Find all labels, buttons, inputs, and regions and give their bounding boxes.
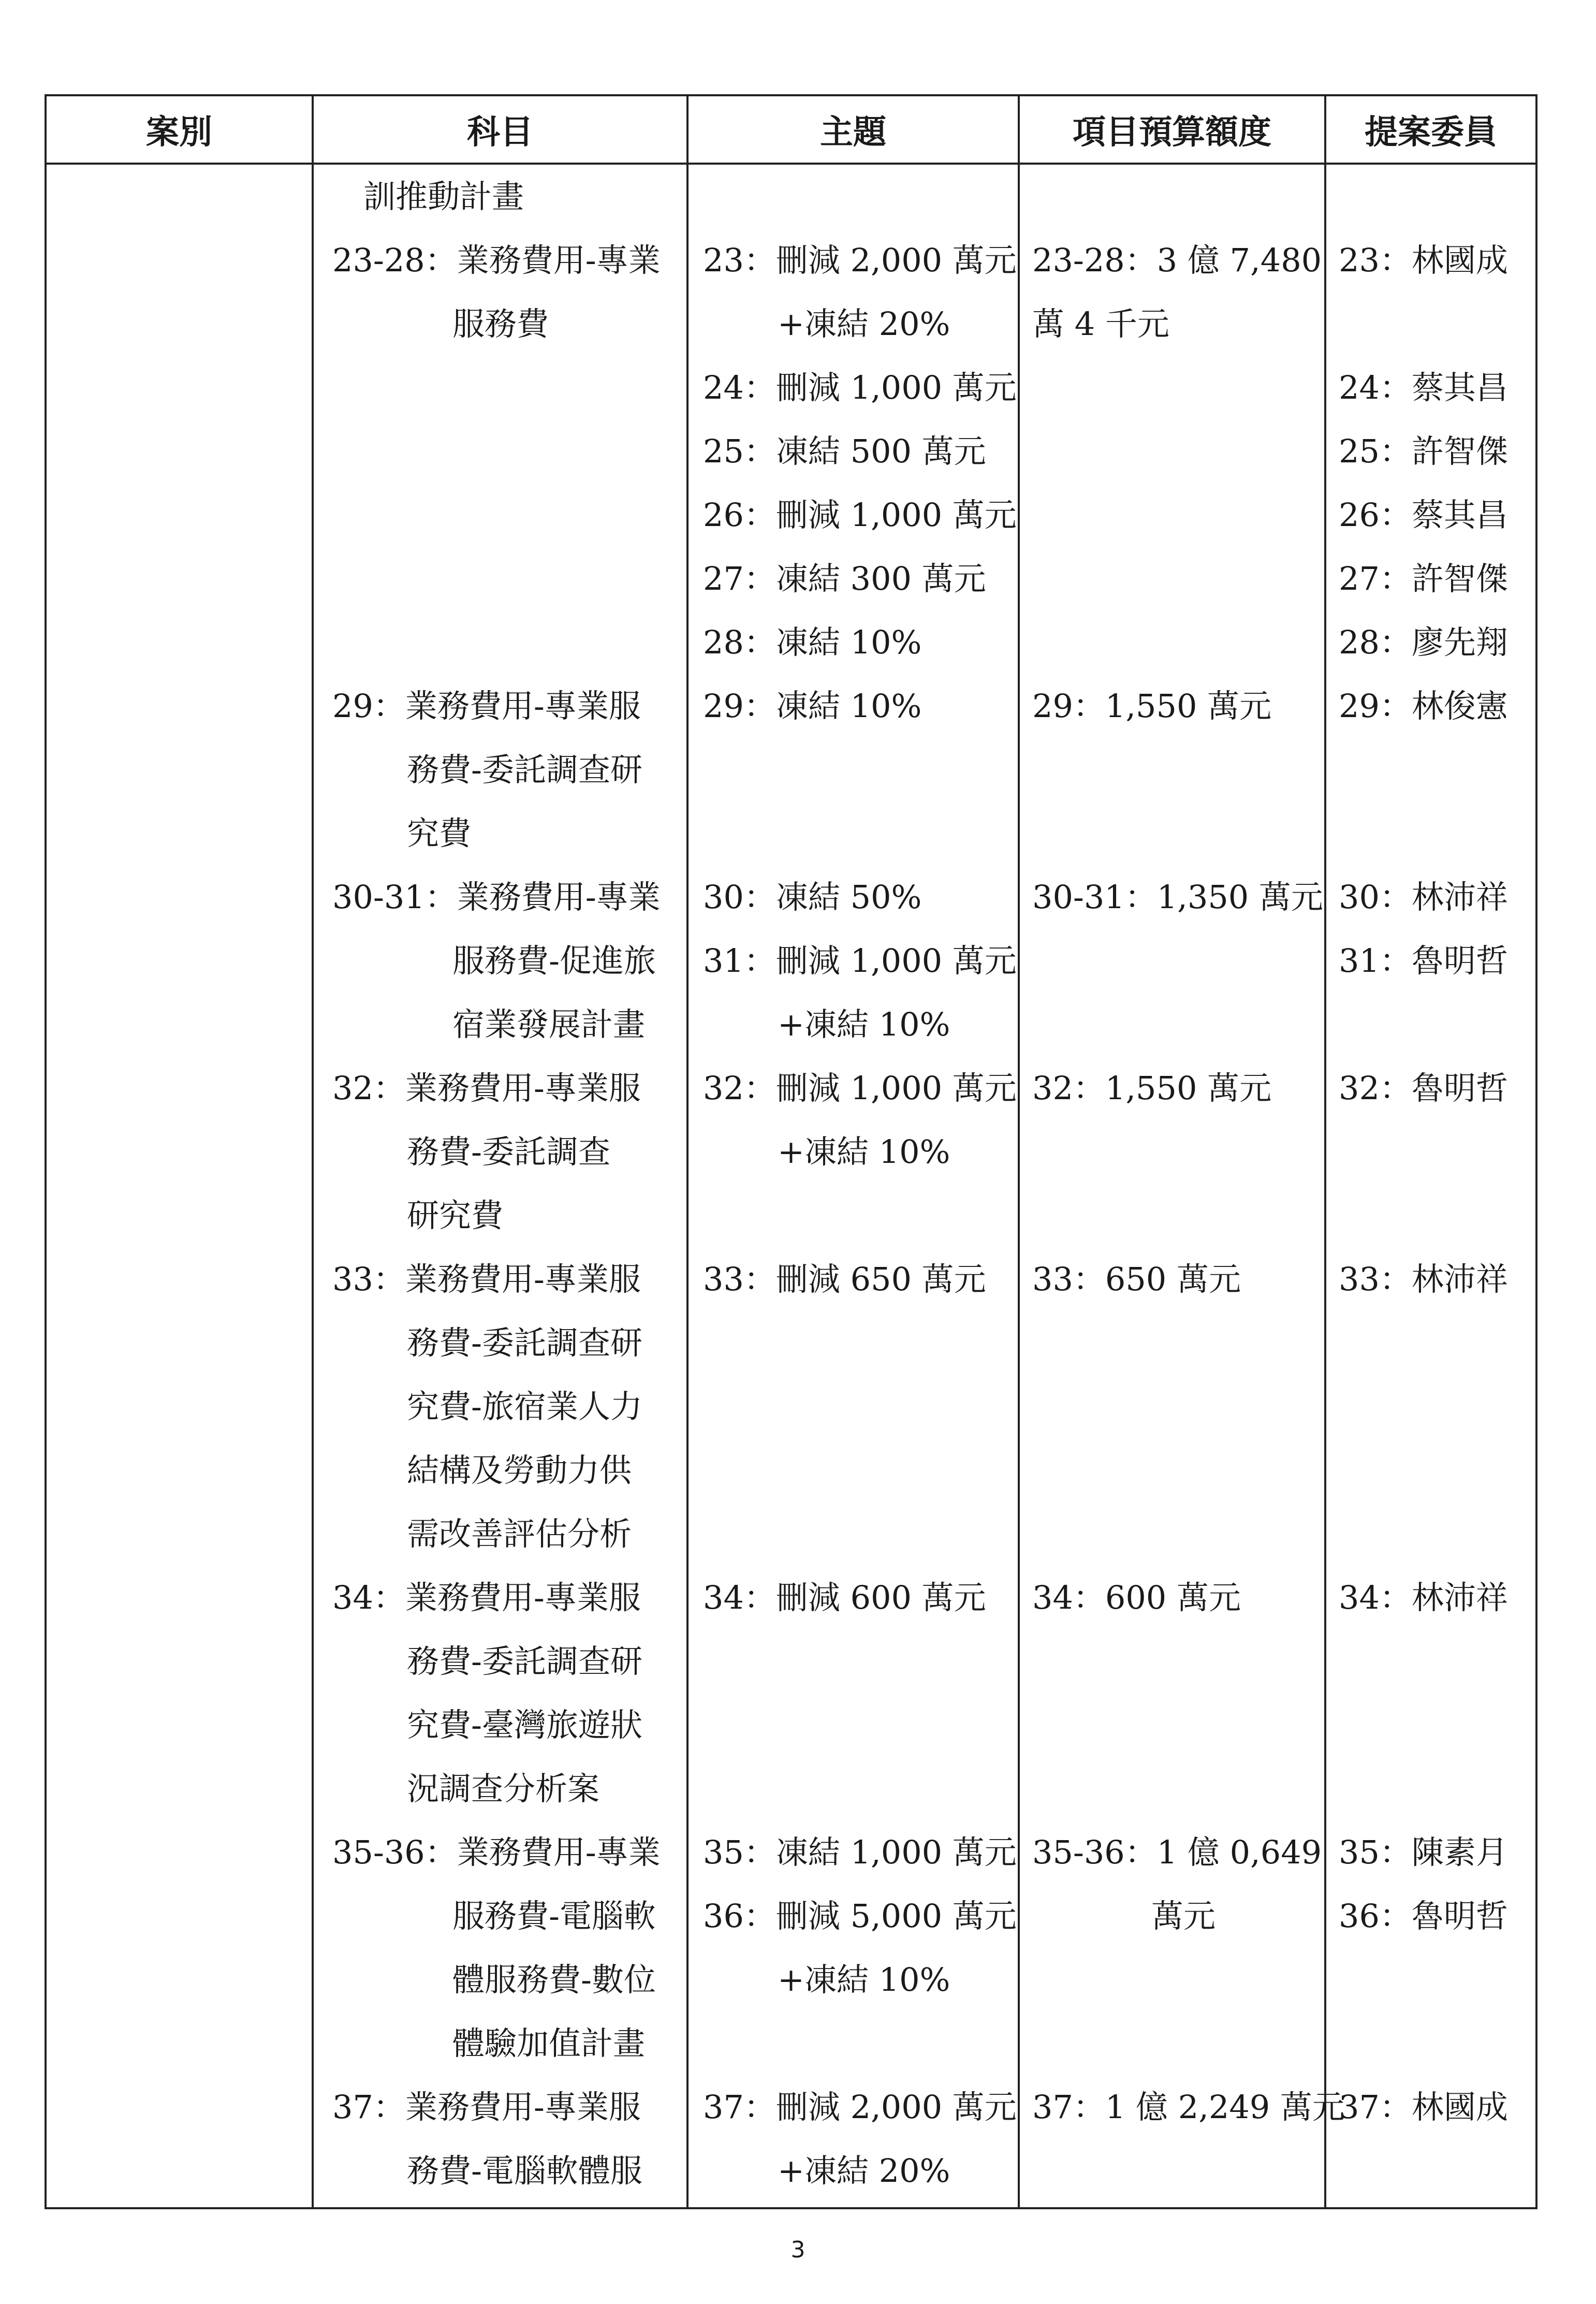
- topic-line: 30：凍結 50%: [703, 878, 922, 916]
- subject-line: 務費-委託調查研: [407, 1324, 642, 1362]
- topic-line: +凍結 10%: [778, 1133, 950, 1171]
- topic-line: [703, 2011, 1018, 2075]
- header-row: [46, 95, 1536, 164]
- proposer-line: 27：許智傑: [1339, 560, 1508, 597]
- budget-line: [1032, 1120, 1324, 1184]
- budget-line: 30-31：1,350 萬元: [1032, 878, 1323, 916]
- budget-line: [1032, 801, 1324, 865]
- subject-cell: [313, 164, 687, 2208]
- subject-line: 32：業務費用-專業服: [332, 1069, 641, 1107]
- budget-line: [1032, 2139, 1324, 2203]
- proposer-line: 34：林沛祥: [1339, 1579, 1508, 1616]
- header-subject: 科目: [313, 95, 687, 164]
- subject-line: 究費-旅宿業人力: [407, 1388, 642, 1425]
- header-topic: 主題: [687, 95, 1019, 164]
- budget-line: [1032, 1184, 1324, 1247]
- subject-column: [314, 165, 686, 2203]
- budget-line: [1032, 1375, 1324, 1438]
- subject-line: 服務費: [452, 305, 549, 343]
- topic-line: 37：刪減 2,000 萬元: [703, 2088, 1017, 2126]
- topic-line: 32：刪減 1,000 萬元: [703, 1069, 1017, 1107]
- budget-line: [1032, 993, 1324, 1056]
- topic-line: +凍結 10%: [778, 1005, 950, 1043]
- topic-line: +凍結 10%: [778, 1961, 950, 1999]
- subject-line: 研究費: [407, 1197, 504, 1234]
- proposer-line: [1339, 1502, 1535, 1566]
- proposer-line: 30：林沛祥: [1339, 878, 1508, 916]
- proposer-line: 32：魯明哲: [1339, 1069, 1508, 1107]
- proposer-line: [1339, 1629, 1535, 1693]
- budget-line: [1032, 1311, 1324, 1375]
- subject-line: [332, 547, 686, 610]
- proposer-line: [1339, 1757, 1535, 1820]
- topic-line: 29：凍結 10%: [703, 687, 922, 725]
- proposer-line: [1339, 1184, 1535, 1247]
- topic-line: 27：凍結 300 萬元: [703, 560, 986, 597]
- budget-line: 34：600 萬元: [1032, 1579, 1241, 1616]
- subject-line: 服務費-促進旅: [452, 942, 656, 980]
- topic-line: [703, 165, 1018, 228]
- proposer-line: [1339, 1948, 1535, 2011]
- topic-line: 36：刪減 5,000 萬元: [703, 1897, 1017, 1935]
- budget-line: [1032, 2011, 1324, 2075]
- topic-line: [703, 1502, 1018, 1566]
- subject-line: 體服務費-數位: [452, 1961, 656, 1999]
- proposer-line: [1339, 2011, 1535, 2075]
- subject-line: [332, 356, 686, 419]
- subject-line: 30-31：業務費用-專業: [332, 878, 661, 916]
- proposer-line: 26：蔡其昌: [1339, 496, 1508, 534]
- subject-line: 33：業務費用-專業服: [332, 1260, 641, 1298]
- budget-line: [1032, 610, 1324, 674]
- proposer-line: 37：林國成: [1339, 2088, 1508, 2126]
- proposer-line: [1339, 1120, 1535, 1184]
- topic-line: [703, 1438, 1018, 1502]
- topic-line: [703, 1184, 1018, 1247]
- page-number: 3: [790, 2237, 806, 2263]
- subject-line: 服務費-電腦軟: [452, 1897, 656, 1935]
- header-case: 案別: [46, 95, 313, 164]
- budget-line: 萬元: [1151, 1897, 1216, 1935]
- topic-cell: [687, 164, 1019, 2208]
- header-proposer: 提案委員: [1325, 95, 1536, 164]
- subject-line: 37：業務費用-專業服: [332, 2088, 641, 2126]
- proposer-line: 31：魯明哲: [1339, 942, 1508, 980]
- subject-line: [332, 610, 686, 674]
- proposer-line: [1339, 292, 1535, 356]
- subject-line: 究費: [407, 814, 472, 852]
- subject-line: 務費-委託調查研: [407, 1642, 642, 1680]
- proposer-line: 28：廖先翔: [1339, 623, 1508, 661]
- proposer-cell: [1325, 164, 1536, 2208]
- topic-line: 33：刪減 650 萬元: [703, 1260, 986, 1298]
- budget-cell: [1019, 164, 1344, 2208]
- subject-line: 訓推動計畫: [363, 178, 524, 215]
- subject-line: 35-36：業務費用-專業: [332, 1833, 661, 1871]
- topic-line: [703, 1375, 1018, 1438]
- budget-line: 29：1,550 萬元: [1032, 687, 1272, 725]
- proposer-line: 25：許智傑: [1339, 432, 1508, 470]
- topic-line: 35：凍結 1,000 萬元: [703, 1833, 1017, 1871]
- proposer-line: 33：林沛祥: [1339, 1260, 1508, 1298]
- subject-line: 體驗加值計畫: [452, 2024, 646, 2062]
- proposer-line: 29：林俊憲: [1339, 687, 1508, 725]
- proposer-line: 23：林國成: [1339, 241, 1508, 279]
- topic-line: [703, 801, 1018, 865]
- budget-line: [1032, 483, 1324, 547]
- topic-line: 31：刪減 1,000 萬元: [703, 942, 1017, 980]
- proposer-line: [1339, 993, 1535, 1056]
- subject-line: 況調查分析案: [407, 1770, 600, 1807]
- topic-line: [703, 1629, 1018, 1693]
- proposer-column: [1326, 165, 1535, 2203]
- topic-line: 23：刪減 2,000 萬元: [703, 241, 1017, 279]
- topic-line: +凍結 20%: [778, 2152, 950, 2190]
- budget-line: 37：1 億 2,249 萬元: [1032, 2088, 1344, 2126]
- subject-line: 34：業務費用-專業服: [332, 1579, 641, 1616]
- proposer-line: 36：魯明哲: [1339, 1897, 1508, 1935]
- subject-line: 結構及勞動力供: [407, 1451, 632, 1489]
- budget-line: [1032, 356, 1324, 419]
- budget-line: [1032, 1693, 1324, 1757]
- header-budget: 項目預算額度: [1019, 95, 1325, 164]
- subject-line: [332, 483, 686, 547]
- budget-line: [1032, 1757, 1324, 1820]
- case-cell: [46, 164, 313, 2208]
- budget-column: [1020, 165, 1344, 2203]
- budget-line: [1032, 1502, 1324, 1566]
- proposer-line: [1339, 1438, 1535, 1502]
- proposer-line: [1339, 1375, 1535, 1438]
- budget-line: [1032, 419, 1324, 483]
- subject-line: 需改善評估分析: [407, 1515, 632, 1553]
- topic-line: 34：刪減 600 萬元: [703, 1579, 986, 1616]
- topic-line: 26：刪減 1,000 萬元: [703, 496, 1017, 534]
- budget-line: [1032, 1948, 1324, 2011]
- proposer-line: [1339, 165, 1535, 228]
- topic-line: +凍結 20%: [778, 305, 950, 343]
- budget-line: [1032, 547, 1324, 610]
- budget-line: [1032, 929, 1324, 993]
- proposer-line: [1339, 1311, 1535, 1375]
- subject-line: 務費-委託調查: [407, 1133, 610, 1171]
- subject-line: 務費-電腦軟體服: [407, 2152, 642, 2190]
- subject-line: 宿業發展計畫: [452, 1005, 646, 1043]
- proposer-line: [1339, 1693, 1535, 1757]
- topic-line: [703, 738, 1018, 801]
- topic-line: 24：刪減 1,000 萬元: [703, 369, 1017, 406]
- subject-line: 29：業務費用-專業服: [332, 687, 641, 725]
- topic-line: [703, 1693, 1018, 1757]
- proposer-line: [1339, 2139, 1535, 2203]
- budget-line: [1032, 1438, 1324, 1502]
- budget-line: 35-36：1 億 0,649: [1032, 1833, 1322, 1871]
- budget-line: 33：650 萬元: [1032, 1260, 1241, 1298]
- budget-line: [1032, 165, 1324, 228]
- budget-line: [1032, 1629, 1324, 1693]
- subject-line: 究費-臺灣旅遊狀: [407, 1706, 642, 1744]
- topic-line: 28：凍結 10%: [703, 623, 922, 661]
- budget-line: 萬 4 千元: [1032, 305, 1169, 343]
- proposer-line: 35：陳素月: [1339, 1833, 1508, 1871]
- topic-line: [703, 1311, 1018, 1375]
- topic-line: [703, 1757, 1018, 1820]
- budget-line: 32：1,550 萬元: [1032, 1069, 1272, 1107]
- subject-line: 23-28：業務費用-專業: [332, 241, 661, 279]
- subject-line: [332, 419, 686, 483]
- topic-column: [689, 165, 1018, 2203]
- budget-line: 23-28：3 億 7,480: [1032, 241, 1322, 279]
- proposer-line: [1339, 801, 1535, 865]
- budget-line: [1032, 738, 1324, 801]
- proposer-line: [1339, 738, 1535, 801]
- motion-table: [45, 94, 1538, 2209]
- subject-line: 務費-委託調查研: [407, 751, 642, 789]
- body-row: [46, 164, 1536, 2208]
- topic-line: 25：凍結 500 萬元: [703, 432, 986, 470]
- proposer-line: 24：蔡其昌: [1339, 369, 1508, 406]
